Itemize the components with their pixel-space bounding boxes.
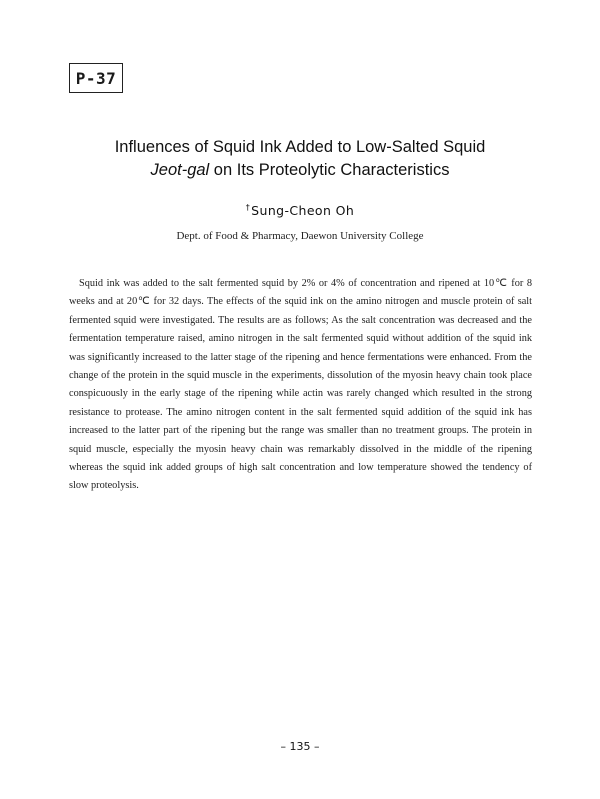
- poster-label: P-37: [69, 63, 123, 93]
- page-number: – 135 –: [280, 740, 320, 753]
- paper-title: [60, 136, 540, 182]
- title-line-2-rest: on Its Proteolytic Characteristics: [209, 161, 450, 179]
- affiliation: Dept. of Food & Pharmacy, Daewon University College: [176, 230, 424, 242]
- author-name: Sung-Cheon Oh: [251, 203, 355, 218]
- title-italic-term: Jeot-gal: [150, 161, 210, 179]
- title-line-1: Influences of Squid Ink Added to Low-Salted Squid: [114, 138, 486, 156]
- abstract-body: Squid ink was added to the salt fermented squid by 2% or 4% of concentration and ripened at 10℃ for 8 weeks and at 20℃ for 32 days. The effects of the squid ink on the amino nitrogen and muscle protein of salt fermented squid were investigated. The results are as follows; As the salt concentration was decreased and the fermentation temperature raised, amino nitrogen in the salt fermented squid without addition of the squid ink was significantly increased to the latter stage of the ripening and hence fermentations were enhanced. From the change of the protein in the squid muscle in the experiments, dissolution of the myosin heavy chain took place conspicuously in the early stage of the ripening while actin was rarely changed which resulted in the strong resistance to protease. The amino nitrogen content in the salt fermented squid addition of the squid ink has increased to the latter part of the ripening but the range was smaller than no treatment groups. The protein in squid muscle, especially the myosin heavy chain was remarkably dissolved in the middle of the ripening whereas the squid ink added groups of high salt concentration and low temperature showed the tendency of slow proteolysis.: [69, 278, 532, 492]
- corresponding-author-marker: †: [245, 203, 251, 212]
- author: [60, 203, 540, 218]
- title-line-2: [60, 159, 540, 182]
